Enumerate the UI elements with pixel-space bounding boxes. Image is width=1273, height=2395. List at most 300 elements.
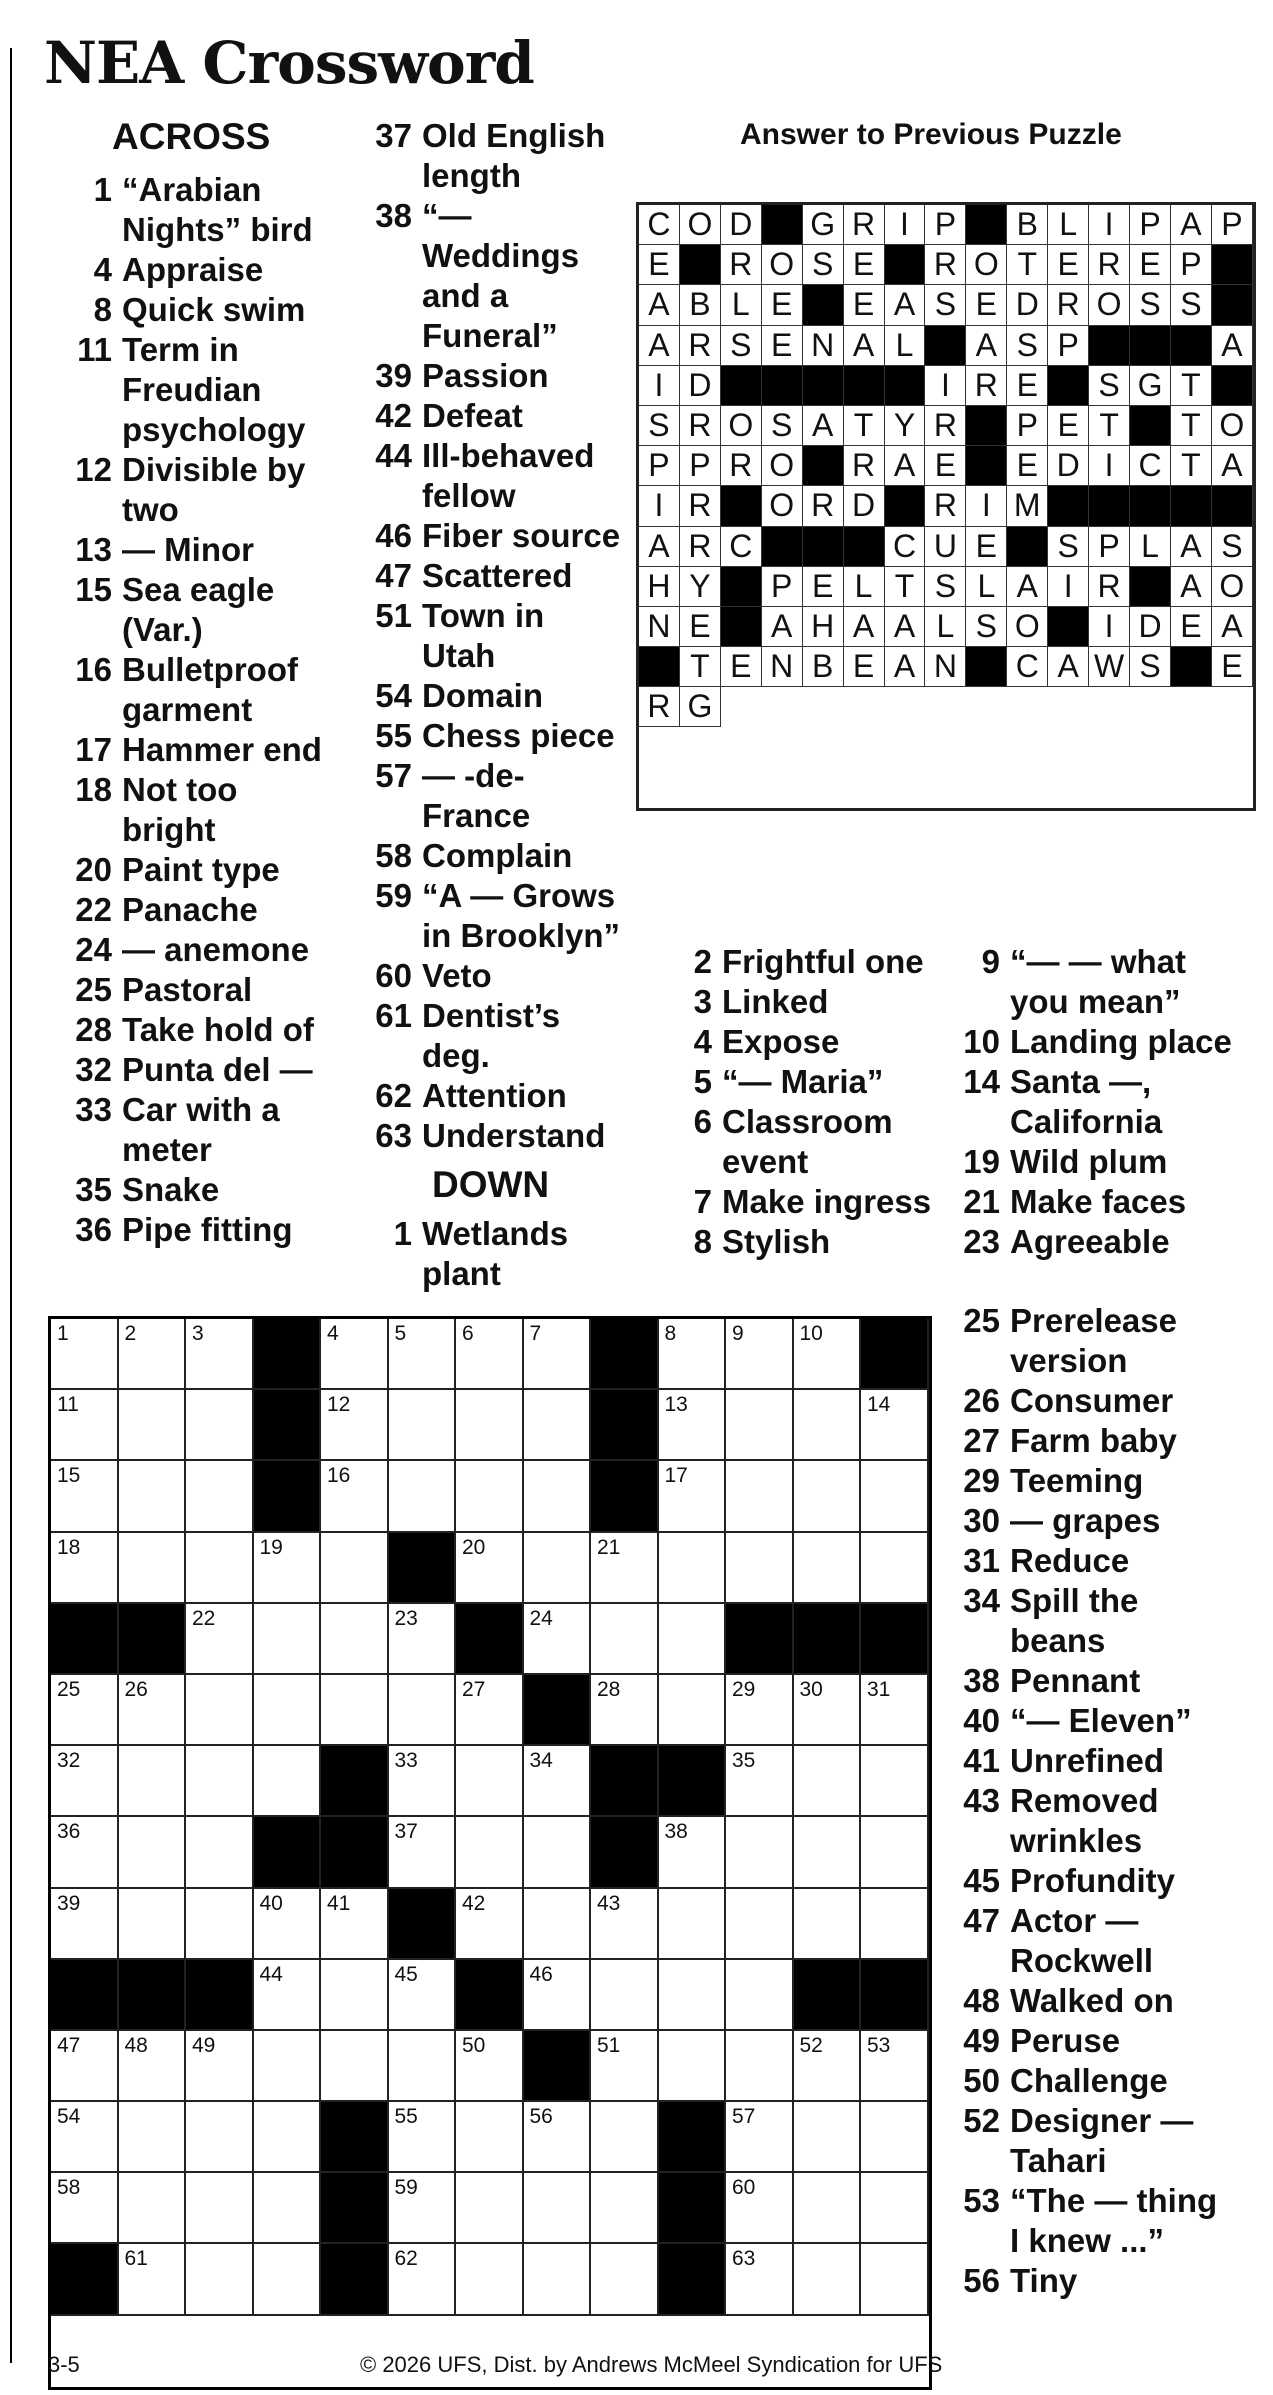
grid-cell[interactable] [254, 2244, 322, 2315]
grid-cell[interactable] [389, 1390, 457, 1461]
clue-text: Consumer [1010, 1382, 1174, 1419]
grid-cell[interactable] [591, 1604, 659, 1675]
answer-black-square [925, 326, 966, 366]
clue-item [56, 850, 336, 890]
grid-cell[interactable] [321, 1390, 389, 1461]
clue-number: 24 [75, 931, 112, 968]
grid-cell[interactable] [659, 1960, 727, 2031]
grid-cell[interactable] [119, 2102, 187, 2173]
grid-cell[interactable] [119, 1533, 187, 1604]
grid-cell[interactable] [254, 1533, 322, 1604]
grid-cell[interactable] [794, 1746, 862, 1817]
grid-cell[interactable] [321, 1960, 389, 2031]
grid-cell[interactable] [321, 2031, 389, 2102]
answer-letter: A [1212, 446, 1253, 486]
answer-letter: R [966, 366, 1007, 406]
grid-cell[interactable] [861, 2244, 929, 2315]
grid-cell[interactable] [254, 2102, 322, 2173]
grid-cell[interactable] [726, 1461, 794, 1532]
grid-cell[interactable] [794, 2102, 862, 2173]
grid-cell[interactable] [591, 1960, 659, 2031]
across-clues-col1 [56, 170, 336, 1250]
answer-black-square [1089, 486, 1130, 526]
clue-item [944, 1781, 1234, 1861]
answer-black-square [885, 366, 926, 406]
grid-cell[interactable] [861, 1533, 929, 1604]
cell-number: 41 [327, 1891, 351, 1915]
grid-cell[interactable] [524, 1889, 592, 1960]
black-square [591, 1461, 659, 1532]
grid-cell[interactable] [726, 1817, 794, 1888]
across-clues-col2 [356, 116, 626, 1156]
answer-letter: E [639, 245, 680, 285]
grid-cell[interactable] [119, 2031, 187, 2102]
answer-letter: P [680, 446, 721, 486]
grid-cell[interactable] [321, 1319, 389, 1390]
answer-letter: R [844, 205, 885, 245]
grid-cell[interactable] [456, 1319, 524, 1390]
clue-text: Stylish [722, 1223, 831, 1260]
grid-cell[interactable] [794, 1889, 862, 1960]
grid-cell[interactable] [524, 1319, 592, 1390]
grid-cell[interactable] [389, 2102, 457, 2173]
clue-text: Fiber source [422, 517, 621, 554]
clue-item [944, 1222, 1234, 1262]
cell-number: 21 [597, 1535, 621, 1559]
clue-item [944, 2101, 1234, 2181]
cell-number: 49 [192, 2033, 216, 2057]
grid-cell[interactable] [659, 1319, 727, 1390]
answer-letter: W [1089, 647, 1130, 687]
clue-number: 46 [375, 517, 412, 554]
black-square [861, 1960, 929, 2031]
grid-cell[interactable] [321, 1889, 389, 1960]
answer-letter: G [803, 205, 844, 245]
clue-number: 1 [93, 171, 112, 208]
down-clues-col4a [944, 942, 1234, 1262]
cell-number: 8 [664, 1322, 677, 1345]
cell-number: 19 [259, 1535, 283, 1559]
cell-number: 27 [462, 1677, 486, 1701]
grid-cell[interactable] [186, 1675, 254, 1746]
clue-text: “Arabian Nights” bird [122, 171, 313, 248]
grid-cell[interactable] [794, 2173, 862, 2244]
clue-item [944, 1581, 1234, 1661]
clue-item [656, 1022, 936, 1062]
grid-cell[interactable] [726, 1390, 794, 1461]
clue-number: 40 [963, 1702, 1000, 1739]
clue-item [356, 756, 626, 836]
grid-cell[interactable] [591, 1675, 659, 1746]
grid-cell[interactable] [794, 1533, 862, 1604]
cell-number: 56 [529, 2105, 553, 2129]
grid-cell[interactable] [51, 2102, 119, 2173]
grid-cell[interactable] [51, 1390, 119, 1461]
grid-cell[interactable] [861, 1746, 929, 1817]
grid-cell[interactable] [456, 1533, 524, 1604]
grid-cell[interactable] [659, 1533, 727, 1604]
grid-cell[interactable] [794, 1319, 862, 1390]
grid-cell[interactable] [186, 1604, 254, 1675]
grid-cell[interactable] [51, 2031, 119, 2102]
grid-cell[interactable] [186, 1817, 254, 1888]
answer-letter: Y [680, 567, 721, 607]
grid-cell[interactable] [186, 2173, 254, 2244]
clue-item [356, 716, 626, 756]
grid-cell[interactable] [389, 1675, 457, 1746]
grid-cell[interactable] [321, 1604, 389, 1675]
grid-cell[interactable] [51, 1889, 119, 1960]
grid-cell[interactable] [321, 1675, 389, 1746]
grid-cell[interactable] [659, 1604, 727, 1675]
answer-letter: P [1089, 527, 1130, 567]
grid-cell[interactable] [726, 1675, 794, 1746]
grid-cell[interactable] [254, 2031, 322, 2102]
grid-cell[interactable] [794, 1390, 862, 1461]
grid-cell[interactable] [861, 1675, 929, 1746]
grid-cell[interactable] [456, 2031, 524, 2102]
grid-cell[interactable] [119, 1390, 187, 1461]
answer-letter: E [925, 446, 966, 486]
clue-text: Hammer end [122, 731, 322, 768]
grid-cell[interactable] [389, 1319, 457, 1390]
answer-letter: R [680, 326, 721, 366]
clue-item [356, 356, 626, 396]
answer-letter: A [1171, 567, 1212, 607]
grid-cell[interactable] [524, 1390, 592, 1461]
clue-item [944, 1861, 1234, 1901]
clue-number: 19 [963, 1143, 1000, 1180]
answer-letter: T [885, 567, 926, 607]
grid-cell[interactable] [456, 1461, 524, 1532]
clue-text: Divisible by two [122, 451, 306, 528]
grid-cell[interactable] [186, 2244, 254, 2315]
answer-letter: S [925, 567, 966, 607]
clue-item [656, 1222, 936, 1262]
grid-cell[interactable] [389, 2244, 457, 2315]
clue-text: Sea eagle (Var.) [122, 571, 275, 648]
answer-letter: N [762, 647, 803, 687]
clue-number: 3 [693, 983, 712, 1020]
grid-cell[interactable] [659, 1461, 727, 1532]
cell-number: 30 [799, 1677, 823, 1701]
grid-cell[interactable] [794, 2244, 862, 2315]
grid-cell[interactable] [524, 1746, 592, 1817]
grid-cell[interactable] [726, 2031, 794, 2102]
grid-cell[interactable] [254, 1604, 322, 1675]
grid-cell[interactable] [456, 1889, 524, 1960]
cell-number: 31 [867, 1677, 891, 1701]
grid-cell[interactable] [51, 1746, 119, 1817]
answer-letter: S [925, 285, 966, 325]
grid-cell[interactable] [51, 2173, 119, 2244]
grid-cell[interactable] [389, 2031, 457, 2102]
answer-letter: E [844, 285, 885, 325]
grid-cell[interactable] [389, 1960, 457, 2031]
clue-text: Take hold of [122, 1011, 314, 1048]
grid-cell[interactable] [254, 2173, 322, 2244]
answer-letter: A [885, 607, 926, 647]
grid-cell[interactable] [51, 1675, 119, 1746]
grid-cell[interactable] [524, 1817, 592, 1888]
clue-number: 28 [75, 1011, 112, 1048]
answer-letter: R [639, 687, 680, 727]
answer-letter: E [844, 245, 885, 285]
cell-number: 54 [57, 2105, 81, 2129]
grid-cell[interactable] [456, 2173, 524, 2244]
grid-cell[interactable] [861, 2173, 929, 2244]
grid-cell[interactable] [456, 2102, 524, 2173]
clue-text: Quick swim [122, 291, 306, 328]
grid-cell[interactable] [861, 1461, 929, 1532]
grid-cell[interactable] [794, 1675, 862, 1746]
clue-number: 51 [375, 597, 412, 634]
grid-cell[interactable] [726, 2244, 794, 2315]
answer-black-square [844, 527, 885, 567]
clue-text: Challenge [1010, 2062, 1168, 2099]
clue-number: 38 [963, 1662, 1000, 1699]
clue-text: Complain [422, 837, 573, 874]
clue-number: 63 [375, 1117, 412, 1154]
answer-letter: A [885, 446, 926, 486]
grid-cell[interactable] [186, 2031, 254, 2102]
answer-letter: R [925, 245, 966, 285]
clue-text: Appraise [122, 251, 264, 288]
grid-cell[interactable] [186, 2102, 254, 2173]
clue-text: Chess piece [422, 717, 615, 754]
cell-number: 15 [57, 1464, 81, 1488]
grid-cell[interactable] [794, 2031, 862, 2102]
clue-number: 10 [963, 1023, 1000, 1060]
clue-item [944, 1741, 1234, 1781]
clue-number: 32 [75, 1051, 112, 1088]
black-square [726, 1604, 794, 1675]
grid-cell[interactable] [861, 1817, 929, 1888]
grid-cell[interactable] [591, 1889, 659, 1960]
answer-letter: C [639, 205, 680, 245]
clue-item [944, 1301, 1234, 1381]
grid-cell[interactable] [591, 2244, 659, 2315]
grid-cell[interactable] [186, 1889, 254, 1960]
clue-item [356, 956, 626, 996]
grid-cell[interactable] [659, 1817, 727, 1888]
grid-cell[interactable] [51, 1533, 119, 1604]
black-square [51, 1960, 119, 2031]
grid-cell[interactable] [524, 2244, 592, 2315]
grid-cell[interactable] [119, 1817, 187, 1888]
grid-cell[interactable] [659, 1390, 727, 1461]
grid-cell[interactable] [119, 2173, 187, 2244]
answer-letter: L [966, 567, 1007, 607]
grid-cell[interactable] [726, 1319, 794, 1390]
grid-cell[interactable] [389, 2173, 457, 2244]
clue-number: 42 [375, 397, 412, 434]
answer-letter: A [639, 285, 680, 325]
grid-cell[interactable] [456, 1817, 524, 1888]
grid-cell[interactable] [186, 1390, 254, 1461]
grid-cell[interactable] [389, 1817, 457, 1888]
grid-cell[interactable] [591, 2102, 659, 2173]
grid-cell[interactable] [456, 1746, 524, 1817]
clue-text: Make ingress [722, 1183, 932, 1220]
grid-cell[interactable] [591, 2173, 659, 2244]
answer-letter: E [762, 285, 803, 325]
grid-cell[interactable] [659, 1889, 727, 1960]
grid-cell[interactable] [726, 2102, 794, 2173]
grid-cell[interactable] [51, 1461, 119, 1532]
answer-black-square [1007, 527, 1048, 567]
answer-letter: T [1171, 446, 1212, 486]
grid-cell[interactable] [524, 1604, 592, 1675]
grid-cell[interactable] [861, 2031, 929, 2102]
clue-item [56, 650, 336, 730]
grid-cell[interactable] [186, 1746, 254, 1817]
grid-cell[interactable] [119, 1746, 187, 1817]
answer-letter: E [1212, 647, 1253, 687]
grid-cell[interactable] [119, 1319, 187, 1390]
clue-text: Town in Utah [422, 597, 545, 674]
answer-black-square [1130, 326, 1171, 366]
grid-cell[interactable] [254, 1746, 322, 1817]
clue-number: 33 [75, 1091, 112, 1128]
clue-number: 16 [75, 651, 112, 688]
grid-cell[interactable] [659, 1675, 727, 1746]
grid-cell[interactable] [186, 1319, 254, 1390]
grid-cell[interactable] [51, 1817, 119, 1888]
grid-cell[interactable] [254, 1960, 322, 2031]
grid-cell[interactable] [119, 2244, 187, 2315]
grid-cell[interactable] [794, 1461, 862, 1532]
grid-cell[interactable] [186, 1533, 254, 1604]
clue-text: — -de-France [422, 757, 531, 834]
clue-number: 15 [75, 571, 112, 608]
grid-cell[interactable] [456, 1675, 524, 1746]
clue-text: Car with a meter [122, 1091, 280, 1168]
grid-cell[interactable] [456, 2244, 524, 2315]
grid-cell[interactable] [389, 1461, 457, 1532]
cell-number: 5 [394, 1322, 407, 1345]
grid-cell[interactable] [861, 1889, 929, 1960]
clue-number: 22 [75, 891, 112, 928]
clue-text: Dentist’s deg. [422, 997, 561, 1074]
black-square [389, 1889, 457, 1960]
clue-text: Landing place [1010, 1023, 1232, 1060]
black-square [51, 1604, 119, 1675]
clue-text: Agreeable [1010, 1223, 1170, 1260]
black-square [119, 1604, 187, 1675]
grid-cell[interactable] [119, 1889, 187, 1960]
grid-cell[interactable] [119, 1675, 187, 1746]
grid-cell[interactable] [591, 2031, 659, 2102]
clue-number: 52 [963, 2102, 1000, 2139]
black-square [659, 1746, 727, 1817]
clue-item [656, 1102, 936, 1182]
grid-cell[interactable] [861, 2102, 929, 2173]
answer-letter: O [721, 406, 762, 446]
clue-item [656, 942, 936, 982]
cell-number: 20 [462, 1535, 486, 1559]
answer-black-square [803, 366, 844, 406]
cell-number: 32 [57, 1749, 81, 1773]
answer-letter: C [1007, 647, 1048, 687]
grid-cell[interactable] [524, 2102, 592, 2173]
black-square [591, 1390, 659, 1461]
grid-cell[interactable] [591, 1533, 659, 1604]
grid-cell[interactable] [861, 1390, 929, 1461]
clue-text: — anemone [122, 931, 310, 968]
crossword-grid [48, 1316, 932, 2390]
clue-number: 47 [375, 557, 412, 594]
clue-item [56, 770, 336, 850]
grid-cell[interactable] [321, 1533, 389, 1604]
grid-cell[interactable] [726, 2173, 794, 2244]
grid-cell[interactable] [726, 1746, 794, 1817]
puzzle-code: 3-5 [48, 2352, 80, 2377]
grid-cell[interactable] [254, 1889, 322, 1960]
grid-cell[interactable] [119, 1461, 187, 1532]
clue-number: 6 [693, 1103, 712, 1140]
answer-letter: E [966, 285, 1007, 325]
grid-cell[interactable] [794, 1817, 862, 1888]
answer-letter: T [680, 647, 721, 687]
answer-letter: S [966, 607, 1007, 647]
grid-cell[interactable] [524, 2173, 592, 2244]
grid-cell[interactable] [726, 1889, 794, 1960]
grid-cell[interactable] [726, 1960, 794, 2031]
clue-text: Farm baby [1010, 1422, 1177, 1459]
black-square [254, 1390, 322, 1461]
grid-cell[interactable] [524, 1533, 592, 1604]
grid-cell[interactable] [524, 1960, 592, 2031]
grid-cell[interactable] [659, 2031, 727, 2102]
clue-item [56, 1210, 336, 1250]
left-rule [10, 48, 12, 2363]
grid-cell[interactable] [389, 1746, 457, 1817]
grid-cell[interactable] [389, 1604, 457, 1675]
clue-number: 25 [75, 971, 112, 1008]
answer-letter: A [639, 527, 680, 567]
answer-black-square [1089, 326, 1130, 366]
answer-letter: A [1212, 607, 1253, 647]
clue-number: 8 [693, 1223, 712, 1260]
clue-item [944, 1381, 1234, 1421]
cell-number: 28 [597, 1677, 621, 1701]
black-square [254, 1817, 322, 1888]
cell-number: 57 [732, 2105, 756, 2129]
answer-letter: D [844, 486, 885, 526]
grid-cell[interactable] [254, 1675, 322, 1746]
answer-black-square [1130, 486, 1171, 526]
answer-letter: B [680, 285, 721, 325]
cell-number: 51 [597, 2033, 621, 2057]
grid-cell[interactable] [51, 1319, 119, 1390]
clue-text: Passion [422, 357, 549, 394]
answer-letter: D [721, 205, 762, 245]
clue-number: 4 [693, 1023, 712, 1060]
grid-cell[interactable] [186, 1461, 254, 1532]
clue-text: Ill-behaved fellow [422, 437, 595, 514]
cell-number: 59 [394, 2176, 418, 2200]
grid-cell[interactable] [524, 1461, 592, 1532]
black-square [456, 1960, 524, 2031]
clue-text: Tiny [1010, 2262, 1078, 2299]
grid-cell[interactable] [456, 1390, 524, 1461]
answer-letter: A [844, 326, 885, 366]
grid-cell[interactable] [321, 1461, 389, 1532]
clue-item [56, 1170, 336, 1210]
grid-cell[interactable] [726, 1533, 794, 1604]
clue-text: Designer — Tahari [1010, 2102, 1194, 2179]
